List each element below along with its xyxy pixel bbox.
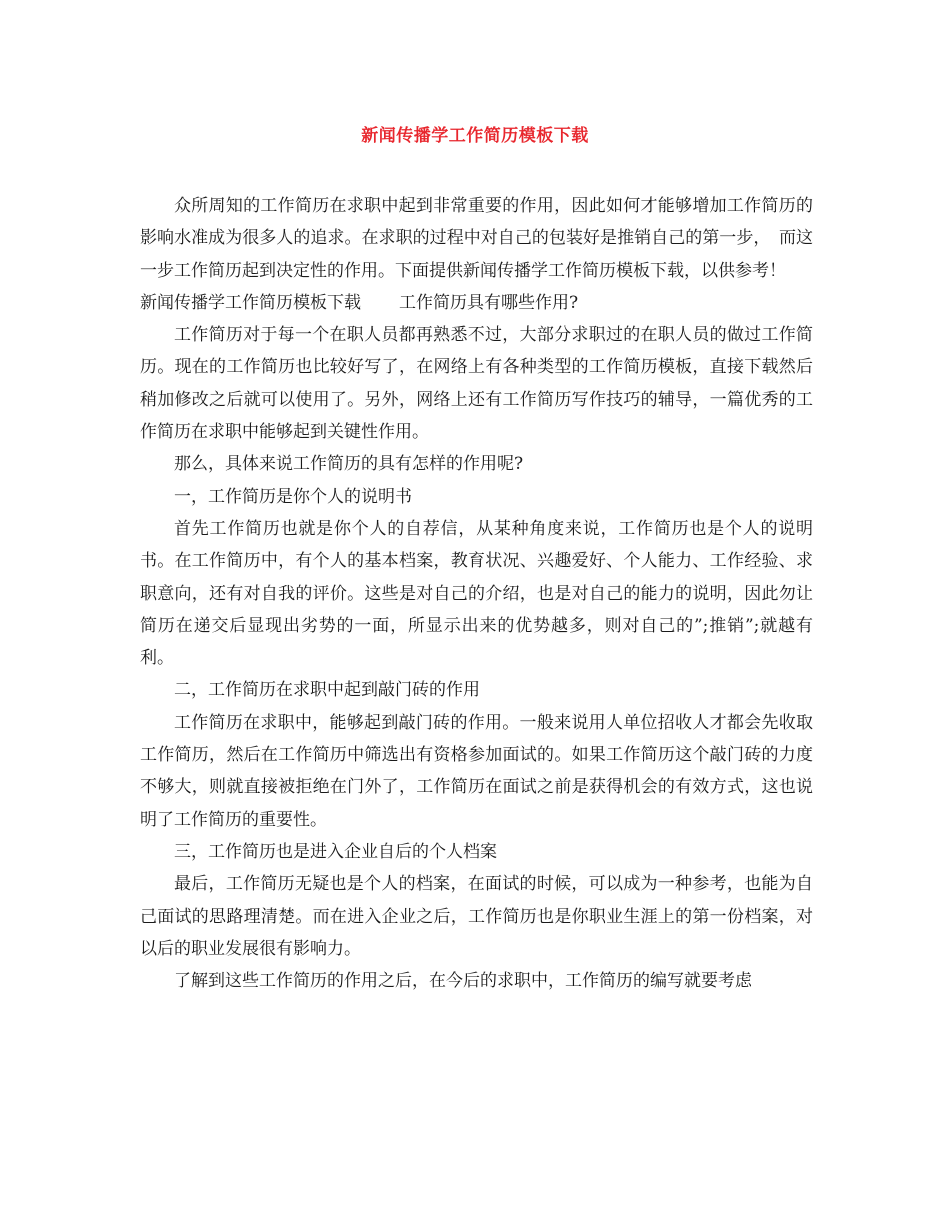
subheading-right: 工作简历具有哪些作用?	[399, 292, 579, 313]
section-heading-1: 一，工作简历是你个人的说明书	[174, 486, 412, 507]
paragraph-5: 最后，工作简历无疑也是个人的档案，在面试的时候，可以成为一种参考，也能为自己面试的思路理清楚。而在进入企业之后，工作简历也是你职业生涯上的第一份档案，对以后的职业发展很有影响力。	[140, 874, 813, 959]
subheading-left: 新闻传播学工作简历模板下载	[140, 292, 361, 313]
paragraph-6: 了解到这些工作简历的作用之后，在今后的求职中，工作简历的编写就要考虑	[174, 971, 752, 992]
section-heading-3: 三，工作简历也是进入企业自后的个人档案	[174, 841, 497, 862]
paragraph-1: 工作简历对于每一个在职人员都再熟悉不过，大部分求职过的在职人员的做过工作简历。现在的工作简历也比较好写了，在网络上有各种类型的工作简历模板，直接下载然后稍加修改之后就可以使用了。另外，网络上还有工作简历写作技巧的辅导，一篇优秀的工作简历在求职中能够起到关键性作用。	[140, 325, 813, 443]
section-heading-2: 二，工作简历在求职中起到敲门砖的作用	[174, 680, 480, 701]
intro-paragraph: 众所周知的工作简历在求职中起到非常重要的作用，因此如何才能够增加工作简历的影响水准成为很多人的追求。在求职的过程中对自己的包装好是推销自己的第一步， 而这一步工作简历起到决定性的作用。下面提供新闻传播学工作简历模板下载，以供参考！	[140, 196, 813, 281]
paragraph-4: 工作简历在求职中，能够起到敲门砖的作用。一般来说用人单位招收人才都会先收取工作简历，然后在工作简历中筛选出有资格参加面试的。如果工作简历这个敲门砖的力度不够大，则就直接被拒绝在门外了，工作简历在面试之前是获得机会的有效方式，这也说明了工作简历的重要性。	[140, 712, 813, 830]
subheading-line	[140, 287, 813, 319]
paragraph-2: 那么，具体来说工作简历的具有怎样的作用呢?	[174, 454, 524, 475]
paragraph-3: 首先工作简历也就是你个人的自荐信，从某种角度来说，工作简历也是个人的说明书。在工作简历中，有个人的基本档案，教育状况、兴趣爱好、个人能力、工作经验、求职意向，还有对自我的评价。这些是对自己的介绍，也是对自己的能力的说明，因此勿让简历在递交后显现出劣势的一面，所显示出来的优势越多，则对自己的”;推销”;就越有利。	[140, 518, 813, 669]
document-body	[140, 190, 813, 997]
document-title: 新闻传播学工作简历模板下载	[361, 126, 589, 146]
